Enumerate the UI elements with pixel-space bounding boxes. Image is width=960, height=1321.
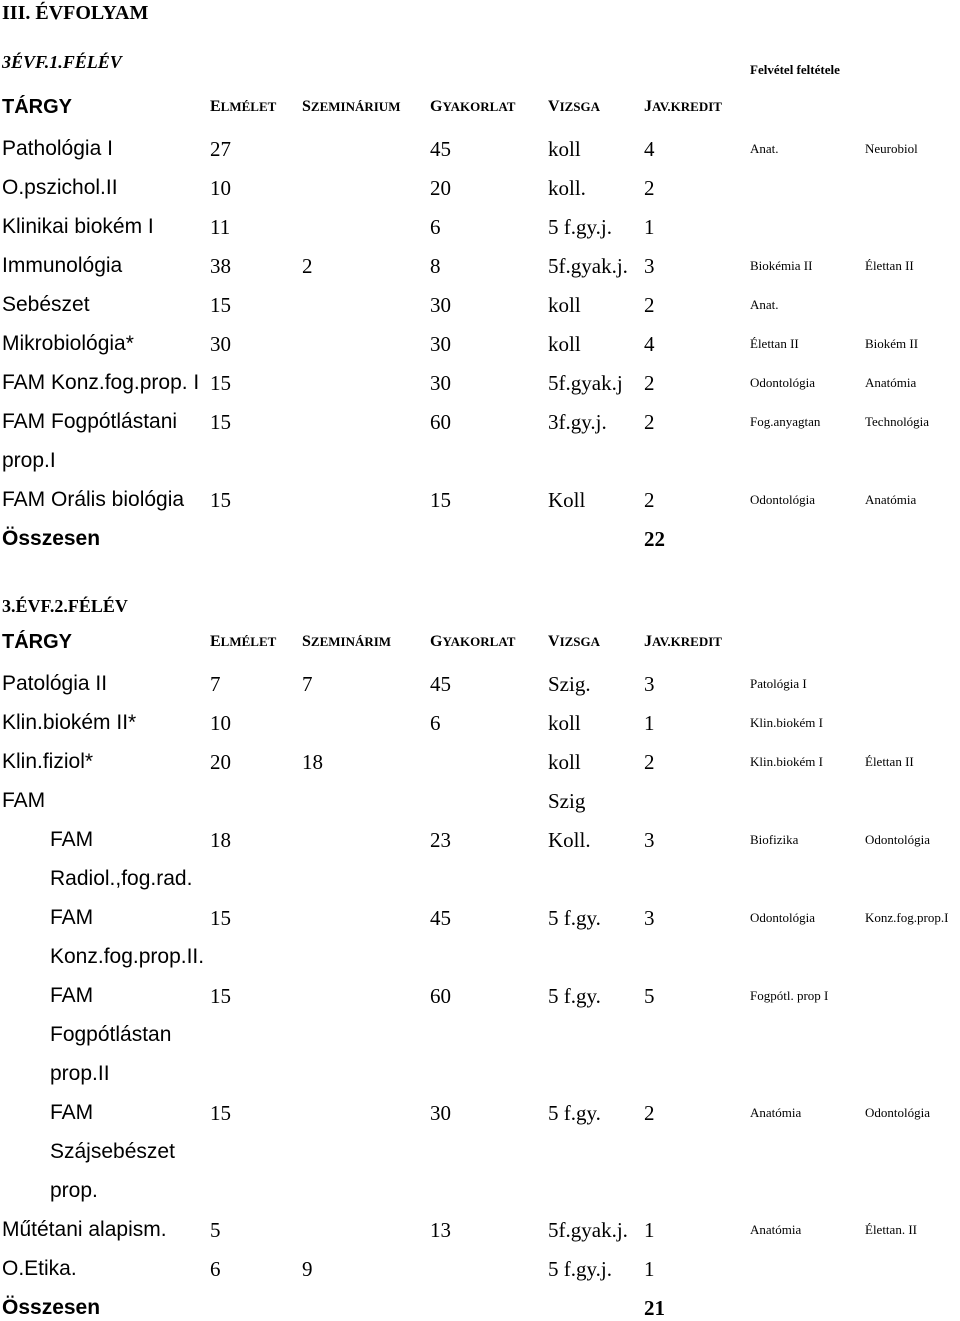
s2-sub-3-subject-line-1: Szájsebészet <box>50 1140 175 1163</box>
s2-header-4: VIZSGA <box>548 633 601 650</box>
s2-row-1-practice: 6 <box>430 711 441 735</box>
s2-row-2-prereq-1: Klin.biokém I <box>750 754 823 769</box>
section2-heading: 3.ÉVF.2.FÉLÉV <box>2 596 128 616</box>
s2-sub-3-subject-line-2: prop. <box>50 1179 98 1202</box>
prereq-title: Felvétel feltétele <box>750 62 840 77</box>
s1-row-8-subject: FAM Orális biológia <box>2 488 185 511</box>
s2-sub-0-subject-line-1: Radiol.,fog.rad. <box>50 867 193 890</box>
s2-row-0-credit: 3 <box>644 672 655 696</box>
s2-header-5: JAV.KREDIT <box>644 633 722 650</box>
s1-row-3-subject: Immunológia <box>2 254 123 277</box>
s2-sub-3-practice: 30 <box>430 1101 451 1125</box>
s1-row-7-subject: FAM Fogpótlástani <box>2 410 178 433</box>
s2-sub-0-prereq-1: Biofizika <box>750 832 799 847</box>
s2-sub-2-practice: 60 <box>430 984 451 1008</box>
s2-header-2: SZEMINÁRIM <box>302 633 392 650</box>
s1-row-6-credit: 2 <box>644 371 655 395</box>
s1-row-6-theory: 15 <box>210 371 231 395</box>
s1-row-2-exam: 5 f.gy.j. <box>548 215 612 239</box>
s1-row-7-exam: 3f.gy.j. <box>548 410 607 434</box>
s1-total-value: 22 <box>644 527 665 551</box>
s2-tail-1-theory: 6 <box>210 1257 221 1281</box>
s2-tail-0-prereq-2: Élettan. II <box>865 1222 917 1237</box>
s1-row-3-prereq-2: Élettan II <box>865 258 914 273</box>
s1-row-4-practice: 30 <box>430 293 451 317</box>
s2-row-1-prereq-1: Klin.biokém I <box>750 715 823 730</box>
s2-sub-1-subject-line-1: Konz.fog.prop.II. <box>50 945 205 968</box>
s2-sub-1-credit: 3 <box>644 906 655 930</box>
s1-row-1-subject: O.pszichol.II <box>2 176 118 199</box>
s1-row-3-seminar: 2 <box>302 254 313 278</box>
s1-row-0-credit: 4 <box>644 137 655 161</box>
s1-row-2-practice: 6 <box>430 215 441 239</box>
s2-row-2-exam: koll <box>548 750 581 774</box>
s1-row-4-subject: Sebészet <box>2 293 90 316</box>
s1-header-4: VIZSGA <box>548 98 601 115</box>
s1-header-1: ELMÉLET <box>210 98 277 115</box>
s2-tail-0-credit: 1 <box>644 1218 655 1242</box>
s1-row-4-credit: 2 <box>644 293 655 317</box>
s1-row-1-exam: koll. <box>548 176 586 200</box>
s1-row-5-exam: koll <box>548 332 581 356</box>
s1-row-8-prereq-2: Anatómia <box>865 492 917 507</box>
s1-row-5-subject: Mikrobiológia* <box>2 332 134 355</box>
s2-sub-1-exam: 5 f.gy. <box>548 906 601 930</box>
s2-row-2-prereq-2: Élettan II <box>865 754 914 769</box>
s1-row-5-credit: 4 <box>644 332 655 356</box>
s2-sub-0-exam: Koll. <box>548 828 591 852</box>
s1-row-2-credit: 1 <box>644 215 655 239</box>
s2-row-1-subject: Klin.biokém II* <box>2 711 137 734</box>
s1-row-4-exam: koll <box>548 293 581 317</box>
page-title: III. ÉVFOLYAM <box>2 2 149 24</box>
s2-tail-1-credit: 1 <box>644 1257 655 1281</box>
s2-tail-0-subject: Műtétani alapism. <box>2 1218 167 1241</box>
s1-row-6-practice: 30 <box>430 371 451 395</box>
s1-row-7-credit: 2 <box>644 410 655 434</box>
s1-row-8-prereq-1: Odontológia <box>750 492 815 507</box>
s1-row-4-theory: 15 <box>210 293 231 317</box>
s1-row-3-practice: 8 <box>430 254 441 278</box>
s2-sub-1-prereq-2: Konz.fog.prop.I <box>865 910 949 925</box>
s2-header-subject: TÁRGY <box>2 631 72 653</box>
s1-row-3-exam: 5f.gyak.j. <box>548 254 628 278</box>
s2-sub-0-prereq-2: Odontológia <box>865 832 930 847</box>
s1-row-3-prereq-1: Biokémia II <box>750 258 813 273</box>
s1-row-8-theory: 15 <box>210 488 231 512</box>
s2-sub-2-subject-line-2: prop.II <box>50 1062 110 1085</box>
s1-row-7-prereq-1: Fog.anyagtan <box>750 414 821 429</box>
s2-row-0-prereq-1: Patológia I <box>750 676 807 691</box>
s1-row-8-credit: 2 <box>644 488 655 512</box>
s2-sub-0-credit: 3 <box>644 828 655 852</box>
s1-row-7-theory: 15 <box>210 410 231 434</box>
s1-row-4-prereq-1: Anat. <box>750 297 779 312</box>
s2-row-0-subject: Patológia II <box>2 672 108 695</box>
s1-row-5-practice: 30 <box>430 332 451 356</box>
s1-row-6-prereq-1: Odontológia <box>750 375 815 390</box>
s2-row-1-exam: koll <box>548 711 581 735</box>
s1-row-5-theory: 30 <box>210 332 231 356</box>
s1-row-2-theory: 11 <box>210 215 231 239</box>
s1-row-6-subject: FAM Konz.fog.prop. I <box>2 371 200 394</box>
s2-sub-3-subject: FAM <box>50 1101 94 1124</box>
s1-row-8-exam: Koll <box>548 488 586 512</box>
s2-row-1-theory: 10 <box>210 711 231 735</box>
s2-row-2-theory: 20 <box>210 750 231 774</box>
s1-row-7-practice: 60 <box>430 410 451 434</box>
section1-heading: 3ÉVF.1.FÉLÉV <box>2 52 122 72</box>
s1-row-5-prereq-1: Élettan II <box>750 336 799 351</box>
s2-sub-2-exam: 5 f.gy. <box>548 984 601 1008</box>
s1-row-1-practice: 20 <box>430 176 451 200</box>
s1-row-6-prereq-2: Anatómia <box>865 375 917 390</box>
s1-header-2: SZEMINÁRIUM <box>302 98 401 115</box>
s2-sub-2-subject-line-1: Fogpótlástan <box>50 1023 172 1046</box>
s1-row-2-subject: Klinikai biokém I <box>2 215 154 238</box>
s2-sub-2-credit: 5 <box>644 984 655 1008</box>
s1-row-0-prereq-1: Anat. <box>750 141 779 156</box>
s2-sub-3-prereq-1: Anatómia <box>750 1105 802 1120</box>
s1-header-5: JAV.KREDIT <box>644 98 722 115</box>
s2-sub-2-prereq-1: Fogpótl. prop I <box>750 988 829 1003</box>
s2-sub-2-theory: 15 <box>210 984 231 1008</box>
s2-row-3-exam: Szig <box>548 789 586 813</box>
s2-sub-0-theory: 18 <box>210 828 231 852</box>
s1-row-7-prereq-2: Technológia <box>865 414 930 429</box>
s1-total-label: Összesen <box>2 527 101 550</box>
s1-header-subject: TÁRGY <box>2 96 72 118</box>
s2-tail-1-exam: 5 f.gy.j. <box>548 1257 612 1281</box>
s1-row-0-prereq-2: Neurobiol <box>865 141 918 156</box>
s2-tail-0-prereq-1: Anatómia <box>750 1222 802 1237</box>
s2-tail-0-theory: 5 <box>210 1218 221 1242</box>
s2-tail-1-seminar: 9 <box>302 1257 313 1281</box>
s2-sub-3-theory: 15 <box>210 1101 231 1125</box>
s2-row-0-theory: 7 <box>210 672 221 696</box>
s1-row-3-credit: 3 <box>644 254 655 278</box>
s2-row-0-exam: Szig. <box>548 672 591 696</box>
s2-sub-1-theory: 15 <box>210 906 231 930</box>
s2-total-label: Összesen <box>2 1296 101 1319</box>
s2-sub-1-subject: FAM <box>50 906 94 929</box>
s2-tail-1-subject: O.Etika. <box>2 1257 77 1280</box>
s2-tail-0-exam: 5f.gyak.j. <box>548 1218 628 1242</box>
s1-row-0-theory: 27 <box>210 137 231 161</box>
s2-row-0-seminar: 7 <box>302 672 313 696</box>
s2-header-3: GYAKORLAT <box>430 633 516 650</box>
s2-total-value: 21 <box>644 1296 665 1320</box>
s2-sub-3-prereq-2: Odontológia <box>865 1105 930 1120</box>
s2-row-0-practice: 45 <box>430 672 451 696</box>
s1-row-8-practice: 15 <box>430 488 451 512</box>
s1-row-5-prereq-2: Biokém II <box>865 336 919 351</box>
s2-sub-1-practice: 45 <box>430 906 451 930</box>
s2-row-3-subject: FAM <box>2 789 46 812</box>
s2-sub-0-subject: FAM <box>50 828 94 851</box>
s1-row-0-subject: Pathológia I <box>2 137 113 160</box>
s2-header-1: ELMÉLET <box>210 633 277 650</box>
s2-sub-3-exam: 5 f.gy. <box>548 1101 601 1125</box>
s1-header-3: GYAKORLAT <box>430 98 516 115</box>
s1-row-7-subject-cont: prop.I <box>2 449 56 472</box>
s2-row-2-seminar: 18 <box>302 750 323 774</box>
s2-sub-0-practice: 23 <box>430 828 451 852</box>
s1-row-0-practice: 45 <box>430 137 451 161</box>
s1-row-0-exam: koll <box>548 137 581 161</box>
s1-row-3-theory: 38 <box>210 254 231 278</box>
s2-tail-0-practice: 13 <box>430 1218 451 1242</box>
s1-row-6-exam: 5f.gyak.j <box>548 371 623 395</box>
s2-row-2-subject: Klin.fiziol* <box>2 750 94 773</box>
s1-row-1-credit: 2 <box>644 176 655 200</box>
s1-row-1-theory: 10 <box>210 176 231 200</box>
s2-row-2-credit: 2 <box>644 750 655 774</box>
s2-sub-1-prereq-1: Odontológia <box>750 910 815 925</box>
s2-sub-3-credit: 2 <box>644 1101 655 1125</box>
s2-row-1-credit: 1 <box>644 711 655 735</box>
s2-sub-2-subject: FAM <box>50 984 94 1007</box>
